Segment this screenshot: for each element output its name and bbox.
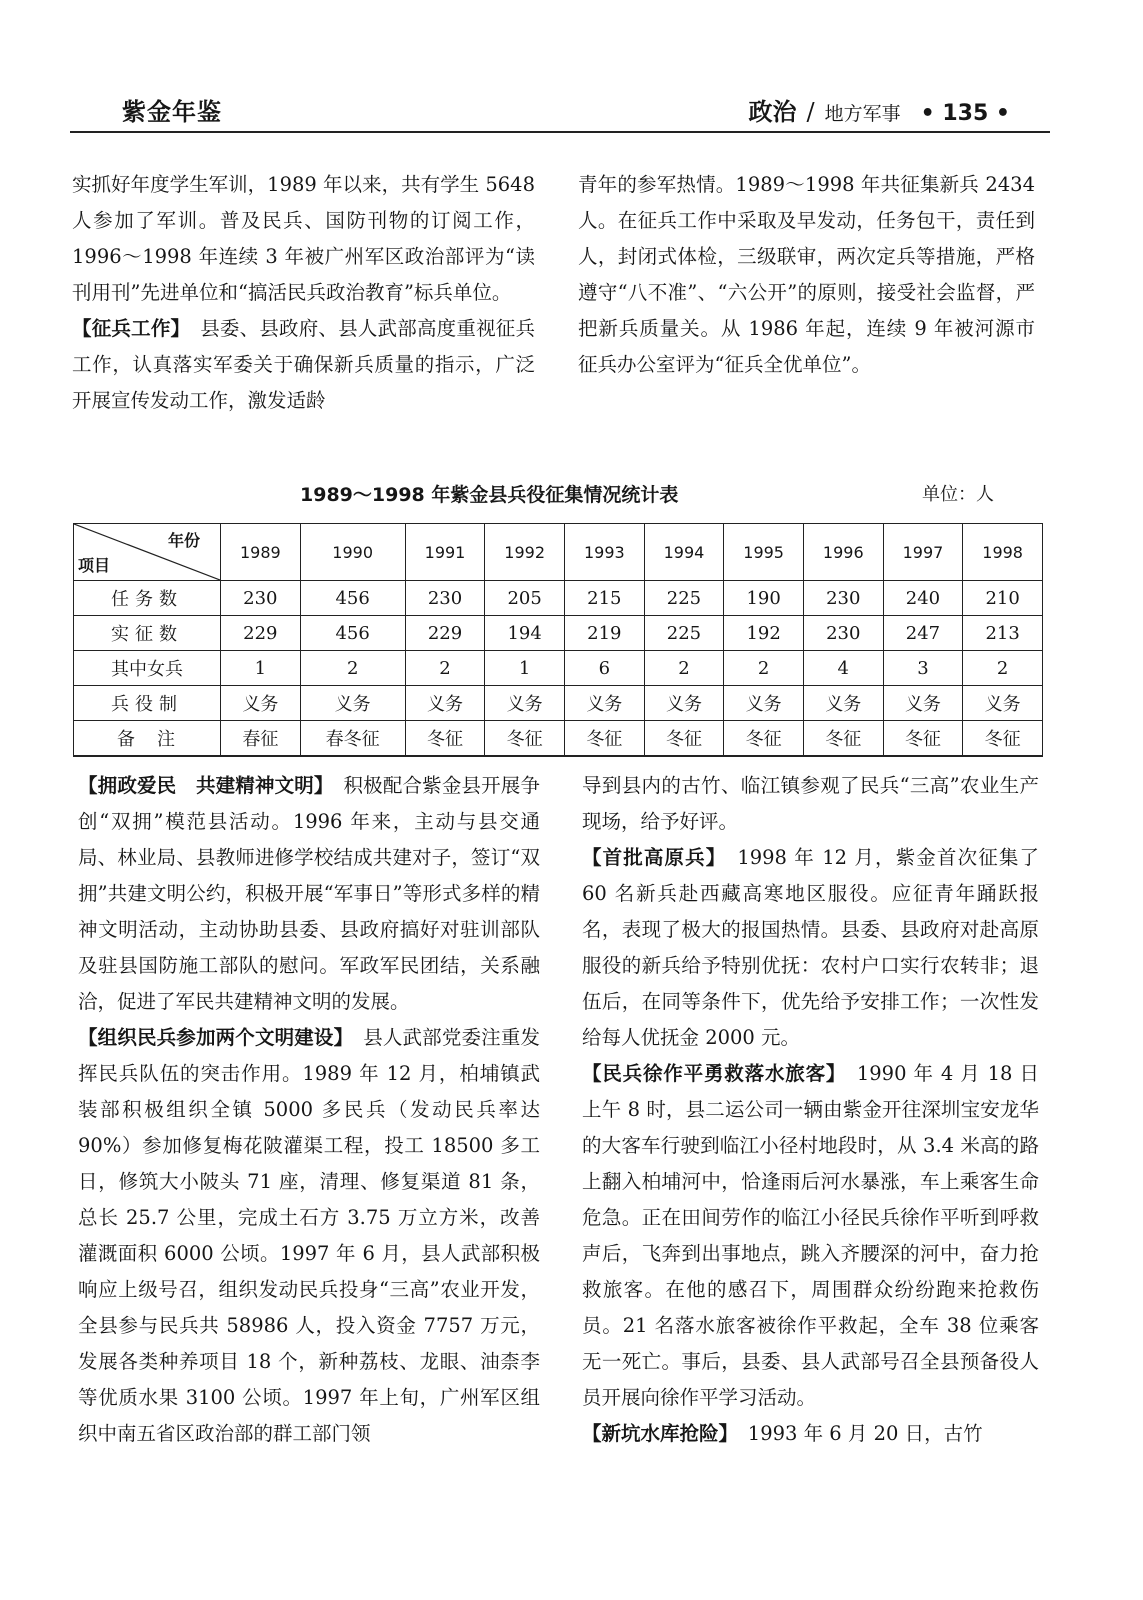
table-cell: 冬征	[644, 721, 724, 757]
table-cell: 225	[644, 581, 724, 616]
paragraph-conscription: 县委、县政府、县人武部高度重视征兵工作，认真落实军委关于确保新兵质量的指示，广泛开展宣传发动工作，激发适龄	[72, 317, 535, 412]
table-row	[74, 616, 1043, 651]
table-header-row	[74, 524, 1043, 581]
year-header: 1990	[300, 524, 405, 581]
table-row	[74, 581, 1043, 616]
paragraph-student-training: 实抓好年度学生军训，1989 年以来，共有学生 5648 人参加了军训。普及民兵、国防刊物的订阅工作，1996～1998 年连续 3 年被广州军区政治部评为“读刊用刊”先进单位和“搞活民兵政治教育”标兵单位。	[72, 173, 535, 304]
corner-item-label: 项目	[78, 556, 111, 575]
table-cell: 229	[405, 616, 485, 651]
table-title: 1989～1998 年紫金县兵役征集情况统计表	[300, 484, 679, 506]
year-header: 1997	[883, 524, 963, 581]
page-number: • 135 •	[920, 101, 1010, 126]
year-header: 1996	[803, 524, 883, 581]
table-cell: 冬征	[564, 721, 644, 757]
table-cell: 义务	[221, 686, 301, 721]
corner-year-label: 年份	[167, 531, 200, 550]
table-cell: 2	[300, 651, 405, 686]
year-header: 1994	[644, 524, 724, 581]
year-header: 1995	[724, 524, 804, 581]
table-cell: 2	[963, 651, 1043, 686]
section-slash: /	[806, 98, 815, 126]
table-cell: 冬征	[405, 721, 485, 757]
table-cell: 4	[803, 651, 883, 686]
paragraph-support-government: 积极配合紫金县开展争创“双拥”模范县活动。1996 年来，主动与县交通局、林业局、县教师进修学校结成共建对子，签订“双拥”共建文明公约，积极开展“军事日”等形式多样的精神文明活动，主动协助县委、县政府搞好对驻训部队及驻县国防施工部队的慰问。军政军民团结，关系融洽，促进了军民共建精神文明的发展。	[78, 774, 540, 1013]
year-header: 1991	[405, 524, 485, 581]
row-label: 备 注	[74, 721, 221, 757]
table-cell: 230	[405, 581, 485, 616]
table-cell: 2	[644, 651, 724, 686]
table-caption	[70, 480, 1050, 510]
table-row	[74, 721, 1043, 757]
paragraph-militia-construction: 县人武部党委注重发挥民兵队伍的突击作用。1989 年 12 月，柏埔镇武装部积极组织全镇 5000 多民兵（发动民兵率达 90%）参加修复梅花陂灌渠工程，投工 18500 多工日，修筑大小陂头 71 座，清理、修复渠道 81 条，总长 25.7 公里，完成土石方 3.75 万立方米，改善灌溉面积 6000 公顷。1997 年 6 月，县人武部积极响应上级号召，组织发动民兵投身“三高”农业开发，全县参与民兵共 58986 人，投入资金 7757 万元，发展各类种养项目 18 个，新种荔枝、龙眼、油柰李等优质水果 3100 公顷。1997 年上旬，广州军区组织中南五省区政治部的群工部门领	[78, 1026, 540, 1445]
subsection-name: 地方军事	[824, 103, 901, 125]
section-heading	[749, 92, 1010, 127]
heading-reservoir-rescue: 【新坑水库抢险】	[582, 1422, 729, 1445]
table-cell: 义务	[644, 686, 724, 721]
top-right-column	[578, 167, 1035, 383]
table-cell: 冬征	[485, 721, 565, 757]
table-cell: 219	[564, 616, 644, 651]
heading-militia-construction: 【组织民兵参加两个文明建设】	[78, 1026, 344, 1049]
table-cell: 194	[485, 616, 565, 651]
table-row	[74, 651, 1043, 686]
table-cell: 247	[883, 616, 963, 651]
table-cell: 2	[405, 651, 485, 686]
paragraph-reservoir-rescue: 1993 年 6 月 20 日，古竹	[747, 1422, 983, 1445]
table-cell: 190	[724, 581, 804, 616]
section-name: 政治	[748, 98, 797, 126]
paragraph-militia-rescue: 1990 年 4 月 18 日上午 8 时，县二运公司一辆由紫金开往深圳宝安龙华的大客车行驶到临江小径村地段时，从 3.4 米高的路上翻入柏埔河中，恰逢雨后河水暴涨，车上乘客生命危急。正在田间劳作的临江小径民兵徐作平听到呼救声后，飞奔到出事地点，跳入齐腰深的河中，奋力抢救旅客。在他的感召下，周围群众纷纷跑来抢救伤员。21 名落水旅客被徐作平救起，全车 38 位乘客无一死亡。事后，县委、县人武部号召全县预备役人员开展向徐作平学习活动。	[582, 1062, 1039, 1409]
table-cell: 春冬征	[300, 721, 405, 757]
year-header: 1993	[564, 524, 644, 581]
row-label: 其中女兵	[74, 651, 221, 686]
table-cell: 213	[963, 616, 1043, 651]
heading-militia-rescue: 【民兵徐作平勇救落水旅客】	[582, 1062, 837, 1085]
table-cell: 冬征	[724, 721, 804, 757]
table-cell: 义务	[300, 686, 405, 721]
table-row	[74, 686, 1043, 721]
running-header	[70, 90, 1050, 130]
table-corner-cell	[74, 524, 221, 581]
table-unit: 单位：人	[922, 484, 994, 505]
year-header: 1989	[221, 524, 301, 581]
table-cell: 230	[803, 581, 883, 616]
table-cell: 230	[803, 616, 883, 651]
table-cell: 3	[883, 651, 963, 686]
heading-support-government: 【拥政爱民 共建精神文明】	[78, 774, 324, 797]
table-cell: 1	[485, 651, 565, 686]
table-cell: 义务	[564, 686, 644, 721]
table-cell: 义务	[724, 686, 804, 721]
table-cell: 义务	[963, 686, 1043, 721]
table-cell: 6	[564, 651, 644, 686]
heading-plateau-soldiers: 【首批高原兵】	[582, 846, 717, 869]
heading-conscription: 【征兵工作】	[72, 317, 181, 340]
header-rule	[70, 131, 1050, 133]
table-cell: 229	[221, 616, 301, 651]
table-cell: 2	[724, 651, 804, 686]
top-left-column	[72, 167, 535, 419]
bottom-right-column	[582, 768, 1039, 1452]
year-header: 1998	[963, 524, 1043, 581]
row-label: 实征数	[74, 616, 221, 651]
table-cell: 215	[564, 581, 644, 616]
table-cell: 冬征	[963, 721, 1043, 757]
table-cell: 225	[644, 616, 724, 651]
table-cell: 义务	[883, 686, 963, 721]
table-cell: 210	[963, 581, 1043, 616]
row-label: 兵役制	[74, 686, 221, 721]
table-cell: 义务	[803, 686, 883, 721]
table-cell: 456	[300, 616, 405, 651]
table-cell: 456	[300, 581, 405, 616]
paragraph-militia-construction-cont: 导到县内的古竹、临江镇参观了民兵“三高”农业生产现场，给予好评。	[582, 774, 1039, 833]
table-cell: 义务	[405, 686, 485, 721]
table-cell: 192	[724, 616, 804, 651]
paragraph-plateau-soldiers: 1998 年 12 月，紫金首次征集了 60 名新兵赴西藏高寒地区服役。应征青年踊跃报名，表现了极大的报国热情。县委、县政府对赴高原服役的新兵给予特别优抚：农村户口实行农转非；退伍后，在同等条件下，优先给予安排工作；一次性发给每人优抚金 2000 元。	[582, 846, 1039, 1049]
bottom-left-column	[78, 768, 540, 1452]
table-cell: 240	[883, 581, 963, 616]
conscription-table	[73, 523, 1043, 757]
paragraph-conscription-cont: 青年的参军热情。1989～1998 年共征集新兵 2434 人。在征兵工作中采取及早发动，任务包干，责任到人，封闭式体检，三级联审，两次定兵等措施，严格遵守“八不准”、“六公开”的原则，接受社会监督，严把新兵质量关。从 1986 年起，连续 9 年被河源市征兵办公室评为“征兵全优单位”。	[578, 173, 1035, 376]
book-title: 紫金年鉴	[122, 98, 222, 126]
table-cell: 1	[221, 651, 301, 686]
row-label: 任务数	[74, 581, 221, 616]
year-header: 1992	[485, 524, 565, 581]
table-cell: 冬征	[883, 721, 963, 757]
table-cell: 230	[221, 581, 301, 616]
table-cell: 205	[485, 581, 565, 616]
table-cell: 春征	[221, 721, 301, 757]
table-cell: 冬征	[803, 721, 883, 757]
table-cell: 义务	[485, 686, 565, 721]
